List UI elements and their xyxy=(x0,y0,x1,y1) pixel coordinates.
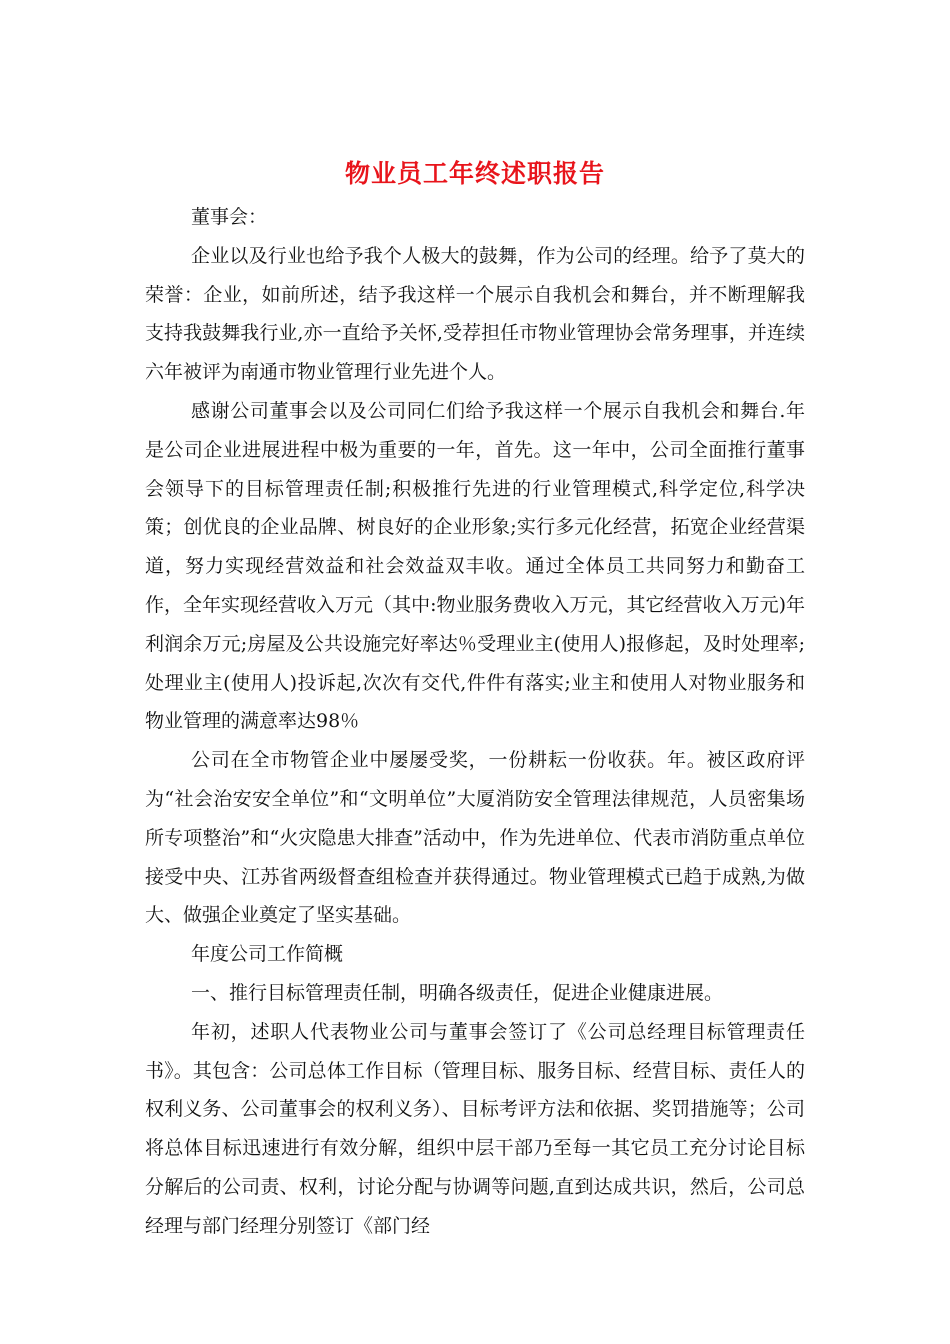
paragraph-salutation: 董事会： xyxy=(191,206,268,228)
paragraph-annual-results: 感谢公司董事会以及公司同仁们给予我这样一个展示自我机会和舞台.年是公司企业进展进程中极为重要的一年，首先。这一年中，公司全面推行董事会领导下的目标管理责任制;积极推行先进的行业管理模式,科学定位,科学决策；创优良的企业品牌、树良好的企业形象;实行多元化经营，拓宽企业经营渠道，努力实现经营效益和社会效益双丰收。通过全体员工共同努力和勤奋工作，全年实现经营收入万元（其中:物业服务费收入万元，其它经营收入万元)年利润余万元;房屋及公共设施完好率达％受理业主(使用人)报修起，及时处理率;处理业主(使用人)投诉起,次次有交代,件件有落实;业主和使用人对物业服务和物业管理的满意率达98％ xyxy=(145,399,805,733)
section-heading-item-one: 一、推行目标管理责任制，明确各级责任，促进企业健康进展。 xyxy=(191,981,724,1004)
paragraph-responsibility: 年初，述职人代表物业公司与董事会签订了《公司总经理目标管理责任书》。其包含：公司总体工作目标（管理目标、服务目标、经营目标、责任人的权利义务、公司董事会的权利义务）、目标考评方法和依据、奖罚措施等；公司将总体目标迅速进行有效分解，组织中层干部乃至每一其它员工充分讨论目标分解后的公司责、权利，讨论分配与协调等问题,直到达成共识，然后，公司总经理与部门经理分别签订《部门经 xyxy=(145,1020,805,1237)
section-heading-overview: 年度公司工作简概 xyxy=(191,943,344,966)
document-page xyxy=(145,150,805,1246)
paragraph-encouragement: 企业以及行业也给予我个人极大的鼓舞，作为公司的经理。给予了莫大的荣誉：企业，如前所述，结予我这样一个展示自我机会和舞台，并不断理解我支持我鼓舞我行业,亦一直给予关怀,受荐担任市物业管理协会常务理事，并连续六年被评为南通市物业管理行业先进个人。 xyxy=(145,244,805,384)
document-title: 物业员工年终述职报告 xyxy=(344,159,605,188)
paragraph-awards: 公司在全市物管企业中屡屡受奖，一份耕耘一份收获。年。被区政府评为“社会治安安全单位”和“文明单位”大厦消防安全管理法律规范，人员密集场所专项整治”和“火灾隐患大排查”活动中，作为先进单位、代表市消防重点单位接受中央、江苏省两级督查组检查并获得通过。物业管理模式已趋于成熟,为做大、做强企业奠定了坚实基础。 xyxy=(145,749,805,927)
